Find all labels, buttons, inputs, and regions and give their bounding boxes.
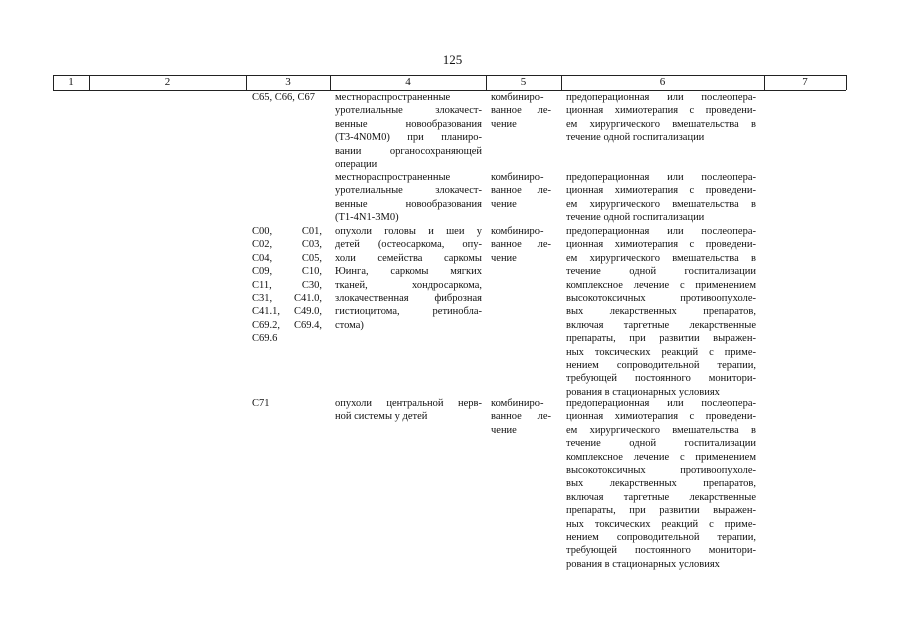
diagnosis-line <box>335 104 482 117</box>
word: послеопера- <box>701 92 756 103</box>
icd-code-line <box>252 225 322 238</box>
icd-code-line <box>252 319 322 332</box>
word: химиотерапия <box>614 411 679 423</box>
treatment-line: течение одной госпитализации <box>566 132 705 144</box>
treatment-line <box>566 346 756 359</box>
icd-code-line <box>252 279 322 292</box>
method-cell <box>491 91 551 131</box>
word: лекарственные <box>689 491 756 503</box>
word: одной <box>629 266 657 278</box>
word: новообразования <box>405 118 482 130</box>
word: противоопухоле- <box>680 293 756 305</box>
word: ле- <box>537 239 551 251</box>
diagnosis-line: стома) <box>335 319 364 331</box>
word: применением <box>695 451 756 463</box>
word: ле- <box>537 411 551 423</box>
word: ле- <box>537 105 551 117</box>
treatment-line <box>566 491 756 504</box>
word: требующей <box>566 545 618 557</box>
word: нерв- <box>458 398 482 409</box>
diagnosis-line <box>335 305 482 318</box>
word: ных <box>566 346 584 358</box>
treatment-line <box>566 372 756 385</box>
treatment-line <box>566 91 756 104</box>
icd-code-line <box>252 91 322 104</box>
diagnosis-line <box>335 397 482 410</box>
icd-code: C03, <box>301 239 322 251</box>
treatment-cell <box>566 91 756 145</box>
treatment-line <box>566 477 756 490</box>
diagnosis-line <box>335 252 482 265</box>
word: проведени- <box>705 185 756 197</box>
word: ванное <box>491 239 522 251</box>
diagnosis-line <box>335 131 482 144</box>
word: комплексное <box>566 451 623 463</box>
word: нением <box>566 532 599 544</box>
diagnosis-line: ной системы у детей <box>335 411 428 423</box>
treatment-line <box>566 292 756 305</box>
word: химиотерапия <box>614 105 679 117</box>
diagnosis-line: операции <box>335 159 378 171</box>
word: с <box>709 518 714 530</box>
icd-code-line <box>252 238 322 251</box>
column-number-1: 1 <box>68 76 74 88</box>
word: или <box>667 226 684 237</box>
method-cell <box>491 225 551 265</box>
word: ретинобла- <box>432 306 482 318</box>
word: монитори- <box>708 545 756 557</box>
word: (остеосаркома, <box>377 239 445 251</box>
word: послеопера- <box>701 226 756 237</box>
diagnosis-cell <box>335 397 482 424</box>
word: химиотерапия <box>614 239 679 251</box>
icd-codes-cell <box>252 225 322 346</box>
icd-code-line <box>252 292 322 305</box>
word: Юинга, <box>335 266 369 278</box>
word: реакций <box>661 346 699 358</box>
icd-code-line <box>252 397 322 410</box>
word: ем <box>566 252 578 264</box>
icd-code: C04, <box>252 252 273 264</box>
word: включая <box>566 491 604 503</box>
word: течение <box>566 266 601 278</box>
word: вмешательства <box>672 424 739 436</box>
treatment-line <box>566 504 756 517</box>
word: с <box>689 239 695 251</box>
icd-code: C00, <box>252 226 273 237</box>
treatment-cell <box>566 171 756 225</box>
word: хондросаркома, <box>412 279 482 291</box>
word: детей <box>335 239 360 251</box>
icd-code: C65, C66, C67 <box>252 92 316 103</box>
word: ционная <box>566 411 604 423</box>
word: с <box>689 185 695 197</box>
word: химиотерапия <box>614 185 679 197</box>
treatment-line <box>566 265 756 278</box>
treatment-line <box>566 184 756 197</box>
word: уротелиальные <box>335 185 403 197</box>
word: ционная <box>566 185 604 197</box>
diagnosis-cell <box>335 225 482 332</box>
treatment-line <box>566 225 756 238</box>
method-line: комбиниро- <box>491 226 544 237</box>
treatment-line <box>566 437 756 450</box>
word: реакций <box>661 518 699 530</box>
word: ных <box>566 518 584 530</box>
icd-code-line <box>252 265 322 278</box>
word: токсических <box>594 518 651 530</box>
word: ем <box>566 198 578 210</box>
diagnosis-line <box>335 225 482 238</box>
word: лечение <box>633 279 670 291</box>
word: ционная <box>566 105 604 117</box>
word: мягких <box>450 266 482 278</box>
word: с <box>689 105 695 117</box>
treatment-line <box>566 518 756 531</box>
icd-code: C30, <box>301 279 322 291</box>
word: сопроводительной <box>616 532 700 544</box>
word: сопроводительной <box>616 360 700 372</box>
word: у <box>476 226 482 237</box>
word: противоопухоле- <box>680 465 756 477</box>
word: холи <box>335 252 356 264</box>
word: препараты, <box>566 505 616 517</box>
word: таргетные <box>623 319 670 331</box>
word: саркомы <box>443 252 482 264</box>
word: вмешательства <box>672 118 739 130</box>
word: постоянного <box>634 545 691 557</box>
word: лекарственные <box>689 319 756 331</box>
word: саркомы <box>390 266 429 278</box>
word: применением <box>695 279 756 291</box>
word: тканей, <box>335 279 368 291</box>
method-line: чение <box>491 252 517 264</box>
method-line <box>491 184 551 197</box>
word: злокачест- <box>435 105 482 117</box>
word: опу- <box>462 239 482 251</box>
word: требующей <box>566 373 618 385</box>
word: венные <box>335 118 368 130</box>
method-cell <box>491 171 551 211</box>
word: комплексное <box>566 279 623 291</box>
word: развитии <box>659 505 700 517</box>
word: высокотоксичных <box>566 465 646 477</box>
diagnosis-line <box>335 184 482 197</box>
word: приме- <box>724 346 756 358</box>
word: терапии, <box>717 360 756 372</box>
word: с <box>679 451 685 463</box>
icd-code: C11, <box>252 279 272 291</box>
word: фиброзная <box>434 293 482 305</box>
column-number-6: 6 <box>659 76 666 88</box>
treatment-line <box>566 118 756 131</box>
word: ем <box>566 424 578 436</box>
word: одной <box>629 438 657 450</box>
icd-code-line <box>252 305 322 318</box>
word: (T3-4N0M0) <box>335 132 390 144</box>
word: злокачест- <box>435 185 482 197</box>
diagnosis-line <box>335 238 482 251</box>
word: предоперационная <box>566 226 650 237</box>
icd-code: C02, <box>252 239 273 251</box>
word: планиро- <box>441 132 482 144</box>
method-line: комбиниро- <box>491 398 544 409</box>
treatment-line <box>566 464 756 477</box>
treatment-line <box>566 305 756 318</box>
word: монитори- <box>708 373 756 385</box>
word: предоперационная <box>566 398 650 409</box>
treatment-line <box>566 531 756 544</box>
treatment-line <box>566 424 756 437</box>
word: терапии, <box>717 532 756 544</box>
word: выражен- <box>713 505 756 517</box>
word: постоянного <box>634 373 691 385</box>
treatment-line: рования в стационарных условиях <box>566 558 720 570</box>
diagnosis-line <box>335 279 482 292</box>
method-line <box>491 238 551 251</box>
icd-code: C41.0, <box>293 293 322 305</box>
word: с <box>709 346 714 358</box>
word: при <box>629 505 646 517</box>
word: хирургического <box>589 424 660 436</box>
treatment-line <box>566 198 756 211</box>
word: течение <box>566 438 601 450</box>
word: ванное <box>491 105 522 117</box>
word: хирургического <box>589 118 660 130</box>
word: ванное <box>491 185 522 197</box>
word: предоперационная <box>566 92 650 103</box>
treatment-line <box>566 252 756 265</box>
word: лекарственных <box>609 306 677 318</box>
word: госпитализации <box>684 438 756 450</box>
word: семейства <box>377 252 423 264</box>
method-line: чение <box>491 118 517 130</box>
diagnosis-line <box>335 292 482 305</box>
treatment-line <box>566 104 756 117</box>
word: с <box>679 279 685 291</box>
word: нением <box>566 360 599 372</box>
word: вых <box>566 306 584 318</box>
treatment-line: течение одной госпитализации <box>566 212 705 224</box>
word: вмешательства <box>672 252 739 264</box>
icd-code: C01, <box>301 226 322 237</box>
word: венные <box>335 198 368 210</box>
page-number: 125 <box>442 52 463 67</box>
word: лекарственных <box>609 478 677 490</box>
word: центральной <box>386 398 444 409</box>
diagnosis-line: местнораспространенные <box>335 92 451 103</box>
word: органосохраняющей <box>389 145 482 157</box>
diagnosis-cell <box>335 171 482 225</box>
icd-code: C69.4, <box>293 319 322 331</box>
icd-codes-cell <box>252 91 322 104</box>
word: ем <box>566 118 578 130</box>
diagnosis-line <box>335 265 482 278</box>
word: в <box>751 424 756 436</box>
treatment-line <box>566 544 756 557</box>
word: послеопера- <box>701 398 756 409</box>
word: или <box>667 92 684 103</box>
icd-code: C09, <box>252 266 273 278</box>
word: таргетные <box>623 491 670 503</box>
word: ванное <box>491 411 522 423</box>
word: послеопера- <box>701 172 756 183</box>
method-line <box>491 410 551 423</box>
word: хирургического <box>589 252 660 264</box>
method-line: комбиниро- <box>491 172 544 183</box>
icd-code: C69.2, <box>252 319 281 331</box>
diagnosis-line <box>335 145 482 158</box>
treatment-line <box>566 397 756 410</box>
word: выражен- <box>713 333 756 345</box>
word: опухоли <box>335 226 372 237</box>
word: препаратов, <box>703 478 756 490</box>
word: ционная <box>566 239 604 251</box>
method-line: чение <box>491 424 517 436</box>
word: шеи <box>446 226 465 237</box>
word: в <box>751 118 756 130</box>
word: с <box>689 411 695 423</box>
method-line: чение <box>491 198 517 210</box>
icd-code: C41.1, <box>252 306 281 318</box>
treatment-line <box>566 359 756 372</box>
word: ле- <box>537 185 551 197</box>
word: госпитализации <box>684 266 756 278</box>
column-number-7: 7 <box>802 76 808 88</box>
treatment-line <box>566 238 756 251</box>
method-line <box>491 104 551 117</box>
treatment-line <box>566 332 756 345</box>
treatment-line <box>566 319 756 332</box>
icd-code: C49.0, <box>293 306 322 318</box>
word: головы <box>384 226 416 237</box>
word: хирургического <box>589 198 660 210</box>
icd-code: C05, <box>301 252 322 264</box>
word: злокачественная <box>335 293 409 305</box>
word: токсических <box>594 346 651 358</box>
word: предоперационная <box>566 172 650 183</box>
icd-code: C10, <box>301 266 322 278</box>
treatment-line <box>566 279 756 292</box>
column-divider <box>846 75 847 90</box>
word: вмешательства <box>672 198 739 210</box>
word: проведени- <box>705 411 756 423</box>
word: включая <box>566 319 604 331</box>
icd-code: C71 <box>252 398 270 409</box>
column-number-5: 5 <box>520 76 527 88</box>
column-number-2: 2 <box>164 76 171 88</box>
word: уротелиальные <box>335 105 403 117</box>
word: или <box>667 172 684 183</box>
word: вых <box>566 478 584 490</box>
word: проведени- <box>705 239 756 251</box>
word: высокотоксичных <box>566 293 646 305</box>
word: вании <box>335 145 362 157</box>
treatment-cell <box>566 397 756 571</box>
word: гистиоцитома, <box>335 306 400 318</box>
icd-code: C69.6 <box>252 333 278 345</box>
method-line: комбиниро- <box>491 92 544 103</box>
icd-codes-cell <box>252 397 322 410</box>
column-number-4: 4 <box>405 76 411 88</box>
word: или <box>667 398 684 409</box>
treatment-line <box>566 171 756 184</box>
column-number-3: 3 <box>285 76 291 88</box>
word: приме- <box>724 518 756 530</box>
word: в <box>751 198 756 210</box>
diagnosis-line <box>335 118 482 131</box>
word: в <box>751 252 756 264</box>
icd-code: C31, <box>252 293 273 305</box>
method-cell <box>491 397 551 437</box>
diagnosis-line <box>335 198 482 211</box>
icd-code-line <box>252 252 322 265</box>
treatment-line <box>566 410 756 423</box>
treatment-line <box>566 451 756 464</box>
word: развитии <box>659 333 700 345</box>
diagnosis-line: местнораспространенные <box>335 172 451 183</box>
word: лечение <box>633 451 670 463</box>
treatment-line: рования в стационарных условиях <box>566 386 720 398</box>
diagnosis-cell <box>335 91 482 171</box>
word: при <box>629 333 646 345</box>
treatment-cell <box>566 225 756 399</box>
word: опухоли <box>335 398 372 409</box>
word: препараты, <box>566 333 616 345</box>
word: при <box>407 132 424 144</box>
word: новообразования <box>405 198 482 210</box>
icd-code-line <box>252 332 322 345</box>
word: препаратов, <box>703 306 756 318</box>
diagnosis-line: (T1-4N1-3M0) <box>335 212 399 224</box>
word: и <box>428 226 434 237</box>
word: проведени- <box>705 105 756 117</box>
